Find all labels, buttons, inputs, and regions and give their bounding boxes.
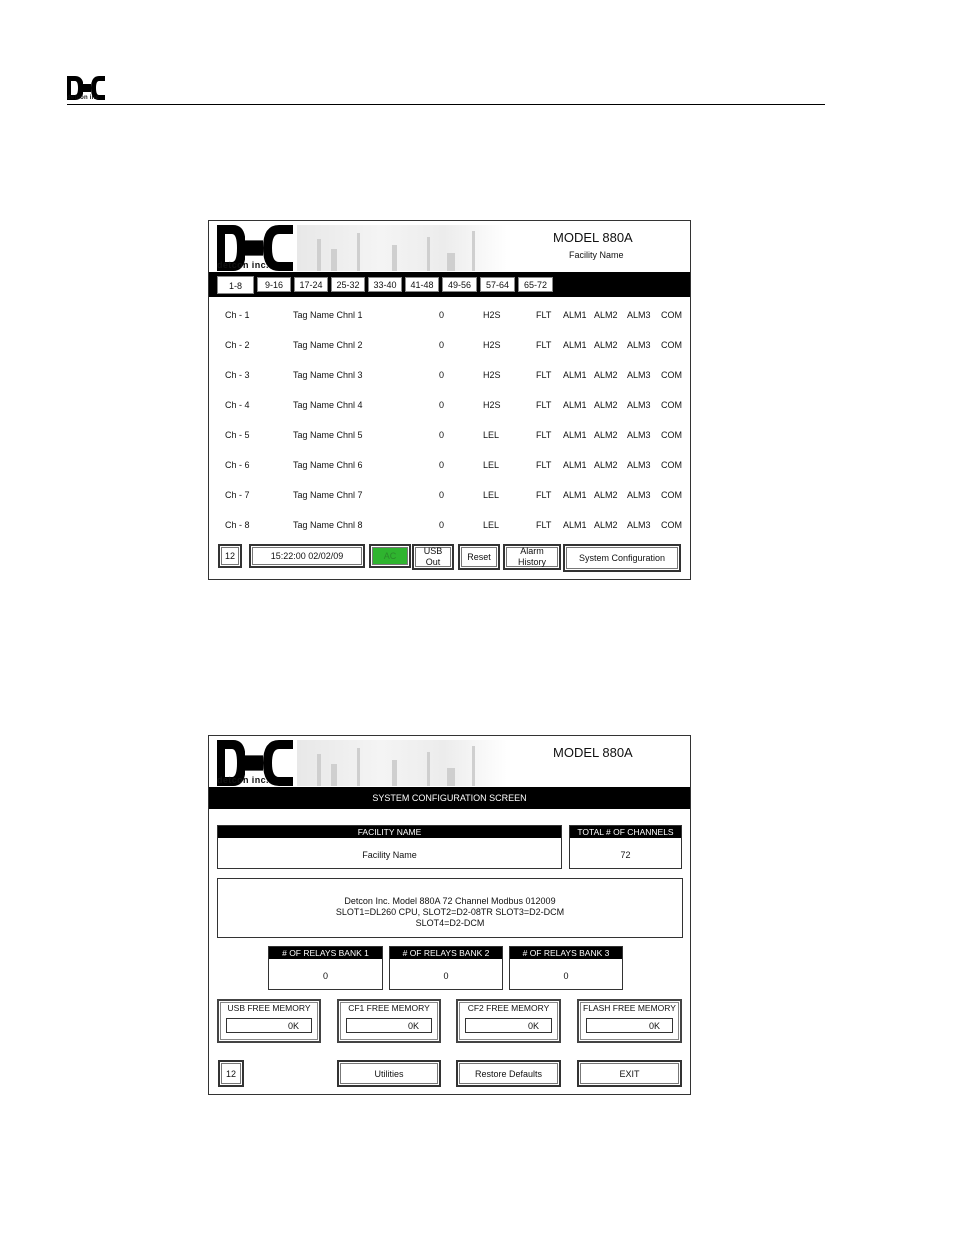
flt-status: FLT bbox=[536, 310, 552, 320]
reading-value: 0 bbox=[439, 460, 445, 470]
gas-type: LEL bbox=[483, 490, 500, 500]
usb-out-label-2: Out bbox=[425, 557, 441, 567]
cf2-free-memory-label: CF2 FREE MEMORY bbox=[467, 1003, 550, 1013]
total-channels-box[interactable] bbox=[569, 825, 682, 869]
relays-bank-2-value: 0 bbox=[443, 971, 449, 981]
channel-row[interactable] bbox=[209, 340, 690, 354]
cf1-free-memory-value: 0K bbox=[346, 1018, 432, 1033]
alm2-status: ALM2 bbox=[594, 490, 618, 500]
restore-defaults-button[interactable]: Restore Defaults bbox=[456, 1060, 561, 1087]
channel-row[interactable] bbox=[209, 520, 690, 534]
channel-row[interactable] bbox=[209, 310, 690, 324]
alm3-status: ALM3 bbox=[627, 370, 651, 380]
tab-41-48[interactable]: 41-48 bbox=[405, 277, 439, 292]
alm3-status: ALM3 bbox=[627, 430, 651, 440]
system-configuration-screen bbox=[208, 735, 691, 1095]
relays-bank-1-header: # OF RELAYS BANK 1 bbox=[269, 947, 382, 959]
alm2-status: ALM2 bbox=[594, 520, 618, 530]
reading-value: 0 bbox=[439, 310, 445, 320]
flt-status: FLT bbox=[536, 460, 552, 470]
alarm-history-label-1: Alarm bbox=[520, 546, 544, 556]
industrial-banner-image bbox=[297, 740, 507, 786]
tab-57-64[interactable]: 57-64 bbox=[480, 277, 515, 292]
alm3-status: ALM3 bbox=[627, 340, 651, 350]
industrial-banner-image bbox=[297, 225, 507, 271]
flt-status: FLT bbox=[536, 430, 552, 440]
total-channels-header: TOTAL # OF CHANNELS bbox=[570, 826, 681, 838]
channel-tab-bar bbox=[209, 272, 690, 297]
reading-value: 0 bbox=[439, 340, 445, 350]
alm2-status: ALM2 bbox=[594, 340, 618, 350]
facility-name-header: FACILITY NAME bbox=[218, 826, 561, 838]
relays-bank-1-value: 0 bbox=[322, 971, 328, 981]
com-status: COM bbox=[661, 520, 682, 530]
alm1-status: ALM1 bbox=[563, 460, 587, 470]
channel-label: Ch - 8 bbox=[225, 520, 250, 530]
gas-type: H2S bbox=[483, 310, 501, 320]
com-status: COM bbox=[661, 400, 682, 410]
reading-value: 0 bbox=[439, 430, 445, 440]
relays-bank-3-header: # OF RELAYS BANK 3 bbox=[510, 947, 622, 959]
tag-name: Tag Name Chnl 1 bbox=[293, 310, 363, 320]
facility-name: Facility Name bbox=[569, 250, 624, 260]
relays-bank-2-header: # OF RELAYS BANK 2 bbox=[390, 947, 502, 959]
gas-type: LEL bbox=[483, 520, 500, 530]
flt-status: FLT bbox=[536, 340, 552, 350]
usb-out-button[interactable] bbox=[412, 544, 454, 570]
flash-free-memory-label: FLASH FREE MEMORY bbox=[583, 1003, 676, 1013]
usb-out-label-1: USB bbox=[423, 546, 443, 556]
alm2-status: ALM2 bbox=[594, 370, 618, 380]
reading-value: 0 bbox=[439, 520, 445, 530]
utilities-button[interactable]: Utilities bbox=[337, 1060, 441, 1087]
com-status: COM bbox=[661, 370, 682, 380]
tab-65-72[interactable]: 65-72 bbox=[518, 277, 553, 292]
gas-type: LEL bbox=[483, 460, 500, 470]
system-info-box bbox=[217, 878, 683, 938]
com-status: COM bbox=[661, 310, 682, 320]
reading-value: 0 bbox=[439, 370, 445, 380]
channel-row[interactable] bbox=[209, 490, 690, 504]
channel-row[interactable] bbox=[209, 400, 690, 414]
channel-label: Ch - 3 bbox=[225, 370, 250, 380]
system-info-line-1: Detcon Inc. Model 880A 72 Channel Modbus 012009 bbox=[344, 896, 556, 906]
alm3-status: ALM3 bbox=[627, 490, 651, 500]
tab-33-40[interactable]: 33-40 bbox=[368, 277, 402, 292]
tag-name: Tag Name Chnl 2 bbox=[293, 340, 363, 350]
screen-number: 12 bbox=[218, 1060, 244, 1087]
channel-row[interactable] bbox=[209, 460, 690, 474]
alm1-status: ALM1 bbox=[563, 400, 587, 410]
flt-status: FLT bbox=[536, 490, 552, 500]
screen-title-bar: SYSTEM CONFIGURATION SCREEN bbox=[209, 787, 690, 809]
usb-free-memory-label: USB FREE MEMORY bbox=[227, 1003, 311, 1013]
tab-17-24[interactable]: 17-24 bbox=[294, 277, 328, 292]
channel-row[interactable] bbox=[209, 430, 690, 444]
com-status: COM bbox=[661, 430, 682, 440]
channel-label: Ch - 4 bbox=[225, 400, 250, 410]
alm2-status: ALM2 bbox=[594, 430, 618, 440]
relays-bank-1-box[interactable] bbox=[268, 946, 383, 990]
tab-9-16[interactable]: 9-16 bbox=[257, 277, 291, 292]
gas-type: H2S bbox=[483, 370, 501, 380]
alm1-status: ALM1 bbox=[563, 490, 587, 500]
datetime-display: 15:22:00 02/02/09 bbox=[249, 544, 365, 568]
header-rule bbox=[67, 104, 825, 105]
usb-free-memory-value: 0K bbox=[226, 1018, 312, 1033]
flt-status: FLT bbox=[536, 370, 552, 380]
gas-type: H2S bbox=[483, 400, 501, 410]
screen-number: 12 bbox=[218, 544, 242, 568]
alm1-status: ALM1 bbox=[563, 520, 587, 530]
facility-name-box[interactable] bbox=[217, 825, 562, 869]
tag-name: Tag Name Chnl 7 bbox=[293, 490, 363, 500]
relays-bank-3-box[interactable] bbox=[509, 946, 623, 990]
alm1-status: ALM1 bbox=[563, 430, 587, 440]
logo-text: detcon inc. bbox=[217, 260, 269, 270]
reading-value: 0 bbox=[439, 490, 445, 500]
cf2-free-memory-box bbox=[456, 999, 561, 1043]
system-info-line-2: SLOT1=DL260 CPU, SLOT2=D2-08TR SLOT3=D2-DCM bbox=[335, 907, 565, 917]
ac-power-indicator: AC bbox=[369, 544, 411, 568]
system-configuration-button[interactable]: System Configuration bbox=[563, 544, 681, 572]
alm1-status: ALM1 bbox=[563, 370, 587, 380]
channel-row[interactable] bbox=[209, 370, 690, 384]
cf1-free-memory-box bbox=[337, 999, 441, 1043]
flash-free-memory-box bbox=[577, 999, 682, 1043]
alm3-status: ALM3 bbox=[627, 460, 651, 470]
relays-bank-2-box[interactable] bbox=[389, 946, 503, 990]
reading-value: 0 bbox=[439, 400, 445, 410]
page-logo-text: detcon inc bbox=[67, 95, 100, 101]
channel-label: Ch - 5 bbox=[225, 430, 250, 440]
tag-name: Tag Name Chnl 6 bbox=[293, 460, 363, 470]
system-info-line-3: SLOT4=D2-DCM bbox=[415, 918, 485, 928]
model-title: MODEL 880A bbox=[553, 745, 633, 760]
com-status: COM bbox=[661, 340, 682, 350]
tab-1-8[interactable]: 1-8 bbox=[217, 276, 254, 294]
tag-name: Tag Name Chnl 8 bbox=[293, 520, 363, 530]
tag-name: Tag Name Chnl 4 bbox=[293, 400, 363, 410]
channel-label: Ch - 6 bbox=[225, 460, 250, 470]
main-status-screen bbox=[208, 220, 691, 580]
channel-label: Ch - 2 bbox=[225, 340, 250, 350]
exit-button[interactable]: EXIT bbox=[577, 1060, 682, 1087]
flt-status: FLT bbox=[536, 520, 552, 530]
alm2-status: ALM2 bbox=[594, 400, 618, 410]
alm1-status: ALM1 bbox=[563, 340, 587, 350]
usb-free-memory-box bbox=[217, 999, 321, 1043]
total-channels-value: 72 bbox=[620, 850, 631, 860]
alm2-status: ALM2 bbox=[594, 310, 618, 320]
tag-name: Tag Name Chnl 3 bbox=[293, 370, 363, 380]
facility-name-value: Facility Name bbox=[362, 850, 417, 860]
flash-free-memory-value: 0K bbox=[586, 1018, 673, 1033]
com-status: COM bbox=[661, 460, 682, 470]
reset-button[interactable]: Reset bbox=[458, 544, 500, 570]
alm2-status: ALM2 bbox=[594, 460, 618, 470]
alarm-history-label-2: History bbox=[517, 557, 546, 567]
relays-bank-3-value: 0 bbox=[563, 971, 569, 981]
logo-text: detcon inc. bbox=[217, 775, 269, 785]
channel-label: Ch - 7 bbox=[225, 490, 250, 500]
model-title: MODEL 880A bbox=[553, 230, 633, 245]
tag-name: Tag Name Chnl 5 bbox=[293, 430, 363, 440]
alm3-status: ALM3 bbox=[627, 520, 651, 530]
com-status: COM bbox=[661, 490, 682, 500]
channel-label: Ch - 1 bbox=[225, 310, 250, 320]
cf1-free-memory-label: CF1 FREE MEMORY bbox=[348, 1003, 430, 1013]
gas-type: H2S bbox=[483, 340, 501, 350]
tab-49-56[interactable]: 49-56 bbox=[442, 277, 477, 292]
alm3-status: ALM3 bbox=[627, 400, 651, 410]
alm1-status: ALM1 bbox=[563, 310, 587, 320]
cf2-free-memory-value: 0K bbox=[465, 1018, 552, 1033]
tab-25-32[interactable]: 25-32 bbox=[331, 277, 365, 292]
gas-type: LEL bbox=[483, 430, 500, 440]
flt-status: FLT bbox=[536, 400, 552, 410]
alarm-history-button[interactable] bbox=[503, 544, 561, 570]
alm3-status: ALM3 bbox=[627, 310, 651, 320]
